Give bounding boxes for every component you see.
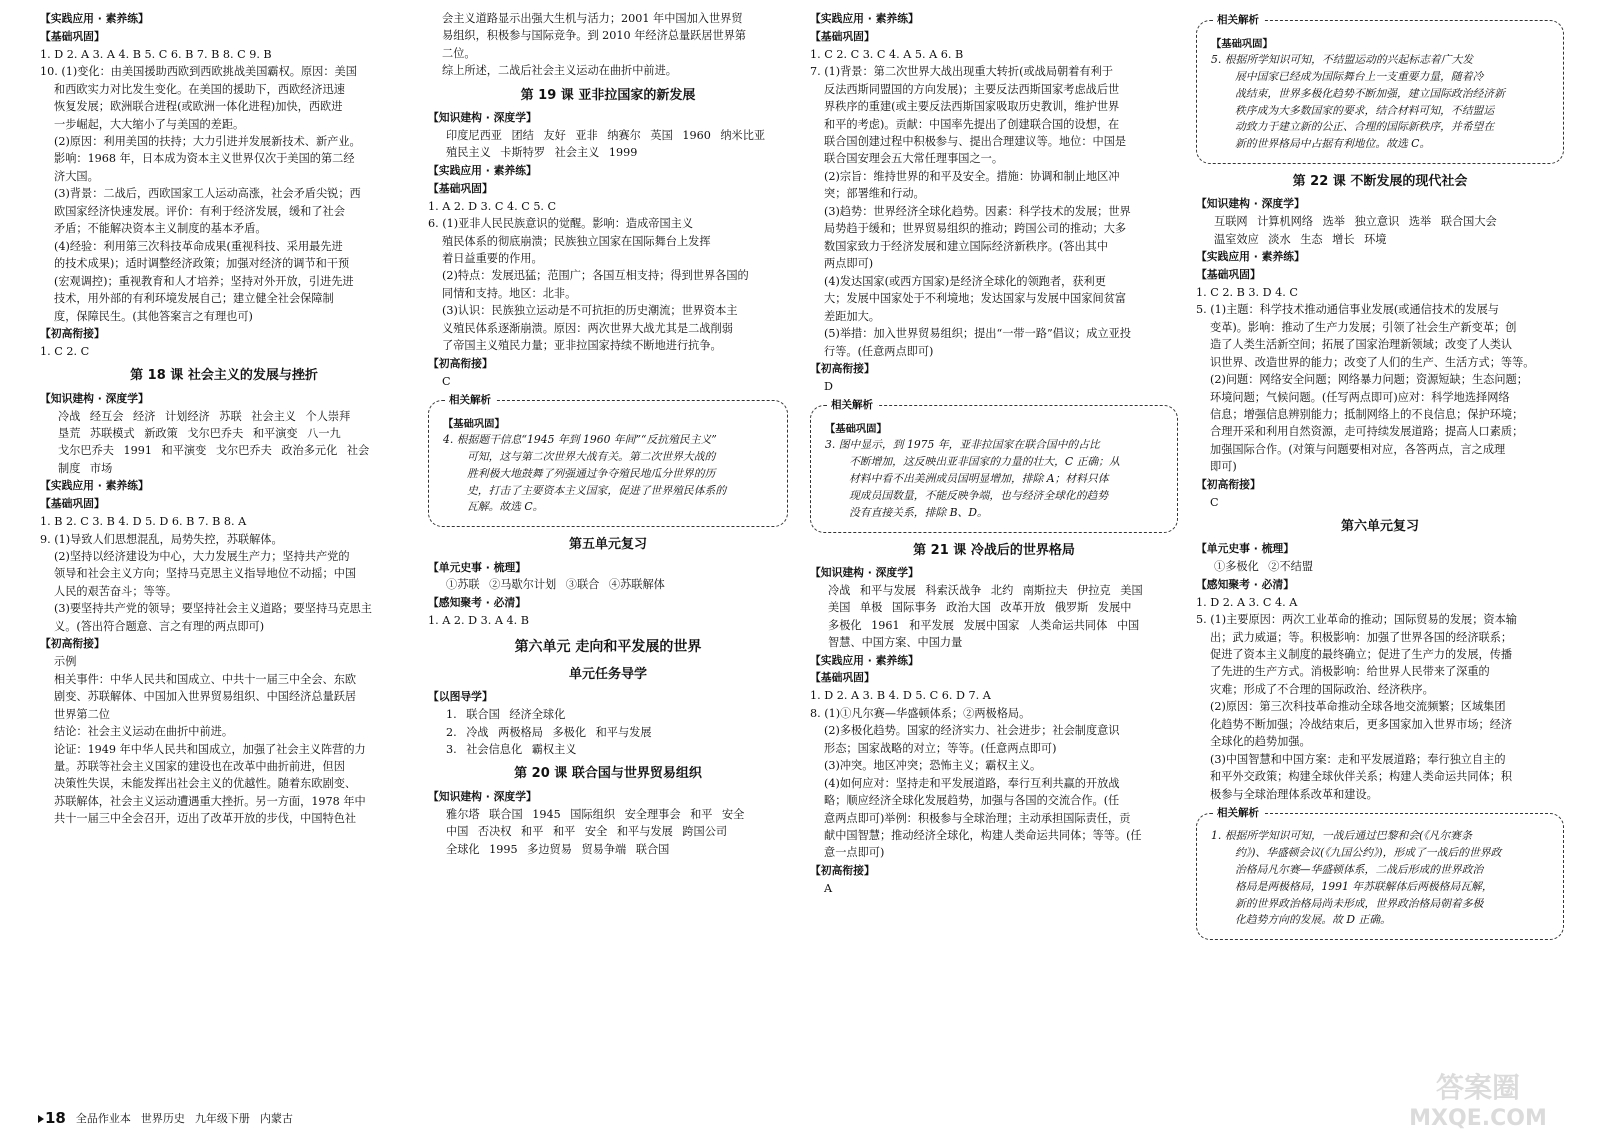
section-heading: 【知识建构 · 深度学】 [1196,197,1305,211]
answer-line: 大；发展中国家处于不利境地；发达国家与发展中国家间贫富 [824,292,1127,306]
answer-line: 6. (1)亚非人民民族意识的觉醒。影响：造成帝国主义 [428,217,694,231]
section-heading: 【基础巩固】 [1196,267,1261,281]
section-heading: 【基础巩固】 [443,418,505,431]
watermark-logo [1378,1067,1578,1131]
answer-line: 造了人类生活新空间；拓展了国家治理新领域；改变了人类认 [1210,338,1513,352]
keyword-line: 冷战 经互会 经济 计划经济 苏联 社会主义 个人崇拜 [58,409,351,423]
answer-line: 1. C 2. B 3. D 4. C [1196,285,1298,299]
page-footer [38,1107,293,1130]
answer-line: 同情和支持。地区：北非。 [442,286,577,300]
keyword-line: 多极化 1961 和平发展 发展中国家 人类命运共同体 中国 [828,618,1140,632]
analysis-line: 展中国家已经成为国际舞台上一支重要力量，随着冷 [1235,69,1484,83]
answer-line: 度，保障民生。(其他答案言之有理也可) [54,309,253,323]
subject-name: 世界历史 [140,1112,185,1126]
answer-line: 1. B 2. C 3. B 4. D 5. D 6. B 7. B 8. A [40,515,247,529]
answer-line: 世界第二位 [54,707,110,721]
answer-line: (4)如何应对：坚持走和平发展道路，奉行互利共赢的开放战 [824,776,1120,790]
analysis-line: 1. 根据所学知识可知，一战后通过巴黎和会(《凡尔赛条 [1211,829,1472,843]
analysis-line: 4. 根据题干信息“1945 年到 1960 年间”“反抗殖民主义” [443,433,717,447]
answer-line: 意一点即可) [824,846,885,860]
keyword-line: 3. 社会信息化 霸权主义 [446,743,577,756]
analysis-line: 3. 图中显示，到 1975 年，亚非拉国家在联合国中的占比 [825,438,1100,452]
keyword-line: 垦荒 苏联模式 新政策 戈尔巴乔夫 和平演变 八一九 [58,427,341,441]
answer-line: 恢复发展；欧洲联合进程(或欧洲一体化进程)加快，西欧进 [54,100,343,114]
section-heading: 【初高衔接】 [1196,477,1261,491]
answer-line: 一步崛起，大大缩小了与美国的差距。 [54,117,245,131]
keyword-line: 中国 否决权 和平 和平 安全 和平与发展 跨国公司 [446,825,728,839]
watermark-bottom: MXQE.COM [1409,1106,1547,1131]
answer-line: (3)要坚持共产党的领导；要坚持社会主义道路；要坚持马克思主 [54,602,372,616]
keyword-line: 印度尼西亚 团结 友好 亚非 纳赛尔 英国 1960 纳米比亚 [446,128,766,142]
answer-line: (3)趋势：世界经济全球化趋势。因素：科学技术的发展；世界 [824,204,1131,218]
analysis-line: 材料中看不出美洲成员国明显增加，排除 A；材料只体 [849,472,1109,486]
answer-line: 1. D 2. A 3. C 4. A [1196,595,1298,609]
answer-line: (宏观调控)；重视教育和人才培养；坚持对外开放，引进先进 [54,274,354,288]
lesson-title: 第六单元复习 [1340,519,1419,535]
answer-line: 易组织，积极参与国际竞争。到 2010 年经济总量跃居世界第 [442,29,747,43]
answer-line: 领导和社会主义方向；坚持马克思主义指导地位不动摇；中国 [54,567,357,581]
answer-line: 的技术成果)；适时调整经济政策；加强对经济的调节和干预 [54,257,350,271]
analysis-line: 秩序成为大多数国家的要求，结合材料可知，不结盟运 [1235,103,1495,117]
answer-line: 1. C 2. C [40,344,90,358]
answer-line: 10. (1)变化：由美国援助西欧到西欧挑战美国霸权。原因：美国 [40,65,357,79]
section-heading: 【实践应用 · 素养练】 [428,163,537,177]
section-heading: 【基础巩固】 [40,497,105,511]
section-heading: 【实践应用 · 素养练】 [1196,250,1305,264]
answer-line: 即可) [1210,460,1237,474]
analysis-line: 治格局凡尔赛—华盛顿体系，二战后形成的世界政治 [1235,862,1484,876]
keyword-line: 智慧、中国方案、中国力量 [828,636,963,650]
answer-line: D [824,379,833,393]
analysis-line: 5. 根据所学知识可知，不结盟运动的兴起标志着广大发 [1211,53,1474,67]
answer-line: 了先进的生产方式。消极影响：给世界人民带来了深重的 [1210,665,1490,679]
answer-line: 意两点即可)举例：积极参与全球治理；主动承担国际责任，贡 [824,811,1131,825]
answer-line: 极参与全球治理体系改革和建设。 [1210,787,1378,801]
analysis-box [428,394,788,527]
answer-line: 综上所述，二战后社会主义运动在曲折中前进。 [442,64,677,78]
answer-line: 差距加大。 [824,309,880,323]
series-name: 全品作业本 [75,1112,131,1126]
analysis-line: 史，打击了主要资本主义国家，促进了世界殖民体系的 [467,483,727,497]
keyword-line: ①多极化 ②不结盟 [1214,560,1314,574]
keyword-line: 温室效应 淡水 生态 增长 环境 [1214,232,1387,246]
analysis-line: 胜利极大地鼓舞了列强通过争夺殖民地瓜分世界的历 [467,466,716,480]
page-marker-icon [38,1115,44,1123]
answer-line: (2)坚持以经济建设为中心，大力发展生产力；坚持共产党的 [54,550,350,564]
lesson-title: 第 18 课 社会主义的发展与挫折 [130,368,318,384]
answer-line: C [442,374,451,388]
lesson-title: 第 21 课 冷战后的世界格局 [913,542,1075,558]
answer-line: 7. (1)背景：第二次世界大战出现重大转折(或战局朝着有利于 [810,65,1113,79]
analysis-box-title: 相关解析 [445,392,495,408]
answer-line: (2)原因：利用美国的扶持；大力引进并发展新技术、新产业。 [54,135,361,148]
answer-line: 联合国创建过程中积极参与、提出合理建议等。地位：中国是 [824,135,1127,148]
section-heading: 【初高衔接】 [40,327,105,341]
answer-line: 技术，用外部的有利环境发展自己；建立健全社会保障制 [54,292,334,306]
page-number [38,1107,66,1130]
answer-line: 界秩序的重建(或主要反法西斯国家吸取历史教训，维护世界 [824,100,1120,114]
answer-line: 数国家致力于经济发展和建立国际经济新秩序。(答出其中 [824,239,1109,253]
analysis-box-title: 相关解析 [1213,805,1263,821]
answer-line: (2)原因：第三次科技革命推动全球各地交流频繁；区域集团 [1210,700,1506,714]
grade-name: 九年级下册 [194,1112,250,1126]
answer-line: (2)多极化趋势。国家的经济实力、社会进步；社会制度意识 [824,724,1120,738]
answer-line: 反法西斯同盟国的方向发展)；主要反法西斯国家考虑战后世 [824,82,1120,96]
analysis-line: 格局是两极格局，1991 年苏联解体后两极格局瓦解， [1235,879,1493,893]
answer-line: 和平的考虑)。贡献：中国率先提出了创建联合国的设想，在 [824,117,1120,131]
answer-line: 会主义道路显示出强大生机与活力；2001 年中国加入世界贸 [442,12,743,25]
answer-line: 1. C 2. C 3. C 4. A 5. A 6. B [810,47,964,61]
watermark-top: 答案圈 [1435,1071,1521,1104]
answer-line: 1. D 2. A 3. B 4. D 5. C 6. D 7. A [810,689,991,703]
analysis-line: 约》)、华盛顿会议(《九国公约》)，形成了一战后的世界政 [1235,846,1502,860]
answer-line: 欧国家经济快速发展。评价：有利于经济发展，缓和了社会 [54,204,345,218]
section-heading: 【感知聚考 · 必清】 [1196,577,1294,591]
keyword-line: 冷战 和平与发展 科索沃战争 北约 南斯拉夫 伊拉克 美国 [828,583,1143,597]
keyword-line: 2. 冷战 两极格局 多极化 和平与发展 [446,725,652,739]
section-heading: 【基础巩固】 [1211,38,1273,50]
answer-line: 献中国智慧；推动经济全球化，构建人类命运共同体；等等。(任 [824,828,1142,842]
answer-line: 和西欧实力对比发生变化。在美国的援助下，西欧经济迅速 [54,82,345,96]
analysis-line: 新的世界政治格局尚未形成，世界政治格局朝着多极 [1235,896,1484,910]
answer-line: 影响：1968 年，日本成为资本主义世界仅次于美国的第二经 [54,152,355,166]
answer-line: 略；顺应经济全球化发展趋势，加强与各国的交流合作。(任 [824,794,1120,808]
answer-line: 信息；增强信息辨别能力；抵制网络上的不良信息；保护环境； [1210,408,1524,421]
section-heading: 【初高衔接】 [40,637,105,651]
column-2 [428,10,788,858]
answer-line: 环境问题；气候问题。(任写两点即可)应对：科学地选择网络 [1210,390,1510,404]
answer-line: 出；武力威逼；等。积极影响：加强了世界各国的经济联系； [1210,630,1513,644]
analysis-line: 化趋势方向的发展。故 D 正确。 [1235,913,1391,927]
answer-line: 共十一届三中全会召开，迈出了改革开放的步伐，中国特色社 [54,812,357,826]
analysis-line: 战结束，世界多极化趋势不断加强，建立国际政治经济新 [1235,86,1505,100]
answer-line: 示例 [54,655,77,669]
analysis-line: 瓦解。故选 C。 [467,500,544,514]
answer-line: 济大国。 [54,169,99,183]
answer-line: 和平外交政策；构建全球伙伴关系；构建人类命运共同体；积 [1210,770,1513,784]
answer-line: 论证：1949 年中华人民共和国成立，加强了社会主义阵营的力 [54,742,366,756]
answer-line: 形态；国家战略的对立；等等。(任意两点即可) [824,741,1057,755]
answer-line: 局势趋于缓和；世界贸易组织的推动；跨国公司的推动；大多 [824,222,1127,236]
lesson-title: 第 19 课 亚非拉国家的新发展 [520,87,696,103]
lesson-title: 第五单元复习 [568,537,647,553]
section-heading: 【初高衔接】 [810,863,875,877]
page-number-text: 18 [45,1109,66,1127]
answer-line: 殖民体系的彻底崩溃；民族独立国家在国际舞台上发挥 [442,234,711,248]
keyword-line: 制度 市场 [58,461,113,475]
answer-line: 量。苏联等社会主义国家的建设也在改革中曲折前进，但因 [54,760,345,773]
answer-line: 全球化的趋势加强。 [1210,735,1311,749]
answer-line: 化趋势不断加强；冷战结束后，更多国家加入世界市场；经济 [1210,717,1513,731]
answer-line: (4)经验：利用第三次科技革命成果(重视科技、采用最先进 [54,239,343,253]
analysis-line: 没有直接关系，排除 B、D。 [849,505,988,519]
answer-line: 促进了资本主义制度的最终确立；促进了生产力的发展，传播 [1210,647,1513,661]
lesson-title: 单元任务导学 [568,666,647,682]
answer-line: 5. (1)主题：科学技术推动通信事业发展(或通信技术的发展与 [1196,303,1499,317]
section-heading: 【感知聚考 · 必清】 [428,595,526,609]
analysis-box [1196,807,1564,940]
lesson-title: 第 22 课 不断发展的现代社会 [1292,174,1468,190]
column-3 [810,10,1178,897]
keyword-line: 雅尔塔 联合国 1945 国际组织 安全理事会 和平 安全 [446,807,745,821]
answer-line: 变革)。影响：推动了生产力发展；引领了社会生产新变革；创 [1210,320,1517,334]
answer-line: C [1210,495,1219,509]
section-heading: 【实践应用 · 素养练】 [40,12,149,25]
answer-line: (3)背景：二战后，西欧国家工人运动高涨，社会矛盾尖锐；西 [54,187,361,201]
section-heading: 【基础巩固】 [825,423,887,436]
answer-line: 5. (1)主要原因：两次工业革命的推动；国际贸易的发展；资本输 [1196,613,1517,627]
keyword-line: 全球化 1995 多边贸易 贸易争端 联合国 [446,842,670,856]
answer-line: 矛盾；不能解决资本主义制度的基本矛盾。 [54,222,267,236]
section-heading: 【初高衔接】 [810,362,875,376]
section-heading: 【知识建构 · 深度学】 [428,789,537,803]
answer-line: 相关事件：中华人民共和国成立、中共十一届三中全会、东欧 [54,672,357,686]
keyword-line: 美国 单极 国际事务 政治大国 改革开放 俄罗斯 发展中 [828,601,1132,615]
answer-line: 8. (1)①凡尔赛—华盛顿体系；②两极格局。 [810,706,1031,720]
answer-line: 合理开采和利用自然资源，走可持续发展道路；提高人口素质； [1210,425,1524,439]
answer-line: 苏联解体，社会主义运动遭遇重大挫折。另一方面，1978 年中 [54,794,366,808]
analysis-line: 动致力于建立新的公正、合理的国际新秩序，并希望在 [1235,120,1495,134]
section-heading: 【实践应用 · 素养练】 [810,653,919,667]
answer-line: 决策性失误，未能发挥出社会主义的优越性。随着东欧剧变、 [54,777,357,791]
section-heading: 【知识建构 · 深度学】 [810,565,919,579]
analysis-line: 现成员国数量，不能反映争端，也与经济全球化的趋势 [849,488,1109,502]
analysis-line: 新的世界格局中占据有利地位。故选 C。 [1235,137,1431,151]
answer-line: 1. A 2. D 3. A 4. B [428,613,529,627]
section-heading: 【基础巩固】 [428,181,493,195]
section-heading: 【基础巩固】 [810,29,875,43]
answer-line: A [824,881,833,895]
section-heading: 【实践应用 · 素养练】 [40,479,149,493]
answer-line: 剧变、苏联解体、中国加入世界贸易组织、中国经济总量跃居 [54,690,357,704]
answer-line: 联合国安理会五大常任理事国之一。 [824,152,1004,166]
analysis-box-title: 相关解析 [827,397,877,413]
answer-line: (3)认识：民族独立运动是不可抗拒的历史潮流；世界资本主 [442,304,738,318]
answer-line: (5)举措：加入世界贸易组织；提出“一带一路”倡议；成立亚投 [824,327,1131,341]
answer-line: (3)中国智慧和中国方案：走和平发展道路；奉行独立自主的 [1210,752,1506,766]
answer-line: 识世界、改造世界的能力；改变了人们的生产、生活方式；等等。 [1210,355,1535,369]
analysis-box [1196,14,1564,164]
answer-line: 义殖民体系逐渐崩溃。原因：两次世界大战尤其是二战削弱 [442,321,733,335]
answer-line: 1. A 2. D 3. C 4. C 5. C [428,199,557,213]
section-heading: 【单元史事 · 梳理】 [428,560,526,574]
answer-line: 行等。(任意两点即可) [824,344,934,358]
section-heading: 【基础巩固】 [810,671,875,685]
section-heading: 【知识建构 · 深度学】 [428,111,537,125]
answer-line: (2)特点：发展迅猛；范围广；各国互相支持；得到世界各国的 [442,269,749,283]
answer-line: 9. (1)导致人们思想混乱，局势失控，苏联解体。 [40,532,283,546]
answer-line: 人民的艰苦奋斗；等等。 [54,584,178,598]
region-name: 内蒙古 [259,1112,293,1126]
answer-line: 义。(答出符合题意、言之有理的两点即可) [54,619,265,633]
answer-line: 两点即可) [824,257,874,271]
analysis-box [810,399,1178,532]
answer-line: (2)宗旨：维持世界的和平及安全。措施：协调和制止地区冲 [824,169,1120,183]
section-heading: 【实践应用 · 素养练】 [810,12,919,25]
answer-line: 加强国际合作。(对策与问题要相对应，各答两点，言之成理 [1210,442,1506,456]
section-heading: 【基础巩固】 [40,29,105,43]
answer-line: 了帝国主义殖民力量；亚非拉国家持续不断地进行抗争。 [442,339,722,353]
answer-line: 灾难；形成了不合理的国际政治、经济秩序。 [1210,682,1434,696]
answer-line: 着日益重要的作用。 [442,251,543,265]
answer-line: 1. D 2. A 3. A 4. B 5. C 6. B 7. B 8. C 9. B [40,47,272,61]
analysis-line: 可知，这与第二次世界大战有关。第二次世界大战的 [467,449,716,463]
keyword-line: 殖民主义 卡斯特罗 社会主义 1999 [446,146,638,160]
answer-line: 二位。 [442,46,476,60]
keyword-line: ①苏联 ②马歇尔计划 ③联合 ④苏联解体 [446,578,665,592]
section-heading: 【知识建构 · 深度学】 [40,391,149,405]
answer-line: 结论：社会主义运动在曲折中前进。 [54,725,234,739]
column-1 [40,10,408,828]
section-heading: 【初高衔接】 [428,356,493,370]
keyword-line: 1. 联合国 经济全球化 [446,708,566,722]
analysis-box-title: 相关解析 [1213,12,1263,28]
lesson-title: 第 20 课 联合国与世界贸易组织 [514,766,702,782]
column-4 [1196,10,1564,948]
unit-title: 第六单元 走向和平发展的世界 [514,639,702,656]
answer-line: (4)发达国家(或西方国家)是经济全球化的领跑者，获利更 [824,274,1106,288]
keyword-line: 戈尔巴乔夫 1991 和平演变 戈尔巴乔夫 政治多元化 社会 [58,444,370,458]
keyword-line: 互联网 计算机网络 选举 独立意识 选举 联合国大会 [1214,215,1497,229]
answer-line: (3)冲突。地区冲突；恐怖主义；霸权主义。 [824,759,1042,773]
answer-line: 突；部署维和行动。 [824,187,925,201]
analysis-line: 不断增加，这反映出亚非国家的力量的壮大，C 正确；从 [849,455,1120,469]
answer-line: (2)问题：网络安全问题；网络暴力问题；资源短缺；生态问题； [1210,373,1528,387]
section-heading: 【以图导学】 [428,690,493,704]
section-heading: 【单元史事 · 梳理】 [1196,542,1294,556]
